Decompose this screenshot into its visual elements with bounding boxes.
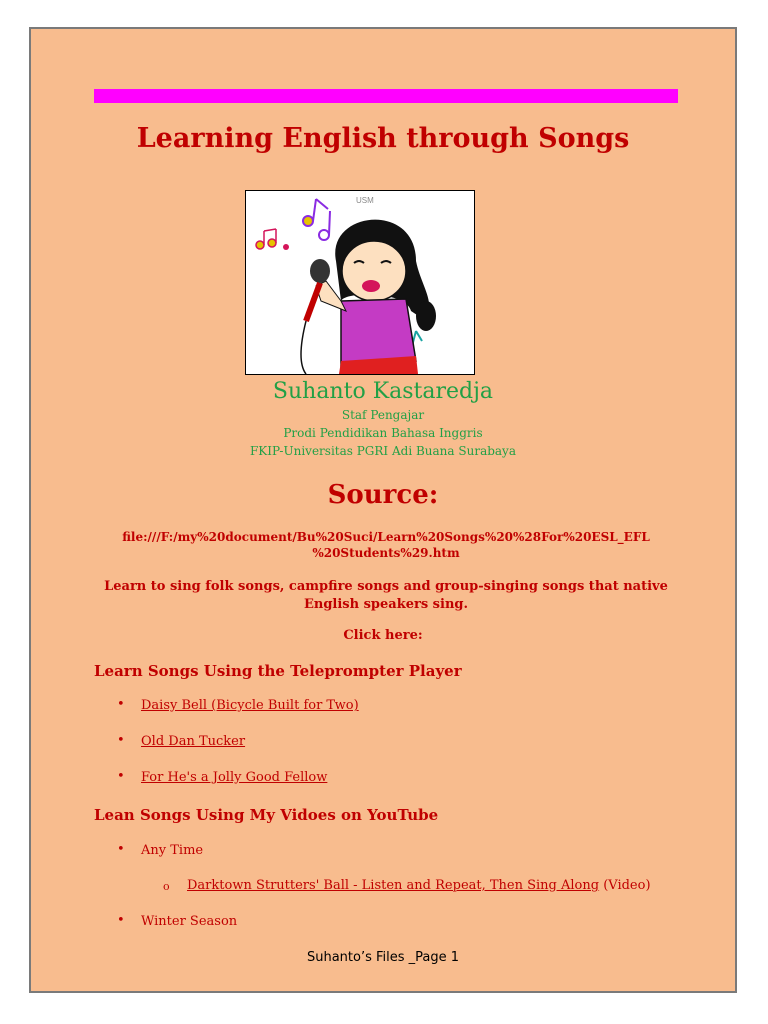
bullet-icon: • xyxy=(117,697,125,712)
document-title: Learning English through Songs xyxy=(136,123,630,154)
bullet-icon: • xyxy=(117,769,125,784)
svg-text:USM: USM xyxy=(356,196,374,205)
list-item[interactable] xyxy=(141,734,245,749)
singing-girl-image xyxy=(245,190,475,375)
affiliation-line-1: Staf Pengajar xyxy=(341,408,425,422)
bullet-icon: • xyxy=(117,842,125,857)
decorative-bar xyxy=(94,89,678,103)
singing-girl-illustration xyxy=(246,191,474,374)
affiliation-line-2: Prodi Pendidikan Bahasa Inggris xyxy=(283,426,483,440)
section-heading-youtube: Lean Songs Using My Vidoes on YouTube xyxy=(94,806,439,824)
page-footer: Suhanto’s Files _Page 1 xyxy=(306,950,460,965)
song-link-jolly-good-fellow[interactable]: For He's a Jolly Good Fellow xyxy=(141,770,328,785)
document-page xyxy=(29,27,737,993)
section-heading-teleprompter: Learn Songs Using the Teleprompter Player xyxy=(94,662,462,680)
bullet-icon: • xyxy=(117,913,125,928)
affiliation-line-3: FKIP-Universitas PGRI Adi Buana Surabaya xyxy=(249,444,516,458)
sub-list-item[interactable] xyxy=(187,878,651,893)
song-link-old-dan-tucker[interactable]: Old Dan Tucker xyxy=(141,734,246,749)
list-item[interactable] xyxy=(141,770,327,785)
source-heading: Source: xyxy=(327,480,439,510)
author-name: Suhanto Kastaredja xyxy=(272,379,494,404)
song-link-daisy-bell[interactable]: Daisy Bell (Bicycle Built for Two) xyxy=(141,698,359,713)
list-item[interactable] xyxy=(141,698,359,713)
list-item-any-time: Any Time xyxy=(141,843,204,858)
click-here-label: Click here: xyxy=(343,628,423,643)
bullet-icon: • xyxy=(117,733,125,748)
circle-bullet-icon: o xyxy=(163,880,170,893)
video-link-darktown-strutters[interactable]: Darktown Strutters' Ball - Listen and Repeat, Then Sing Along xyxy=(187,878,600,893)
list-item-winter-season: Winter Season xyxy=(141,914,238,929)
source-path: file:///F:/my%20document/Bu%20Suci/Learn%20Songs%20%28For%20ESL_EFL %20Students%29.htm xyxy=(122,530,650,560)
description: Learn to sing folk songs, campfire songs and group-singing songs that native English speakers sing. xyxy=(104,579,668,612)
video-label: (Video) xyxy=(603,878,651,893)
